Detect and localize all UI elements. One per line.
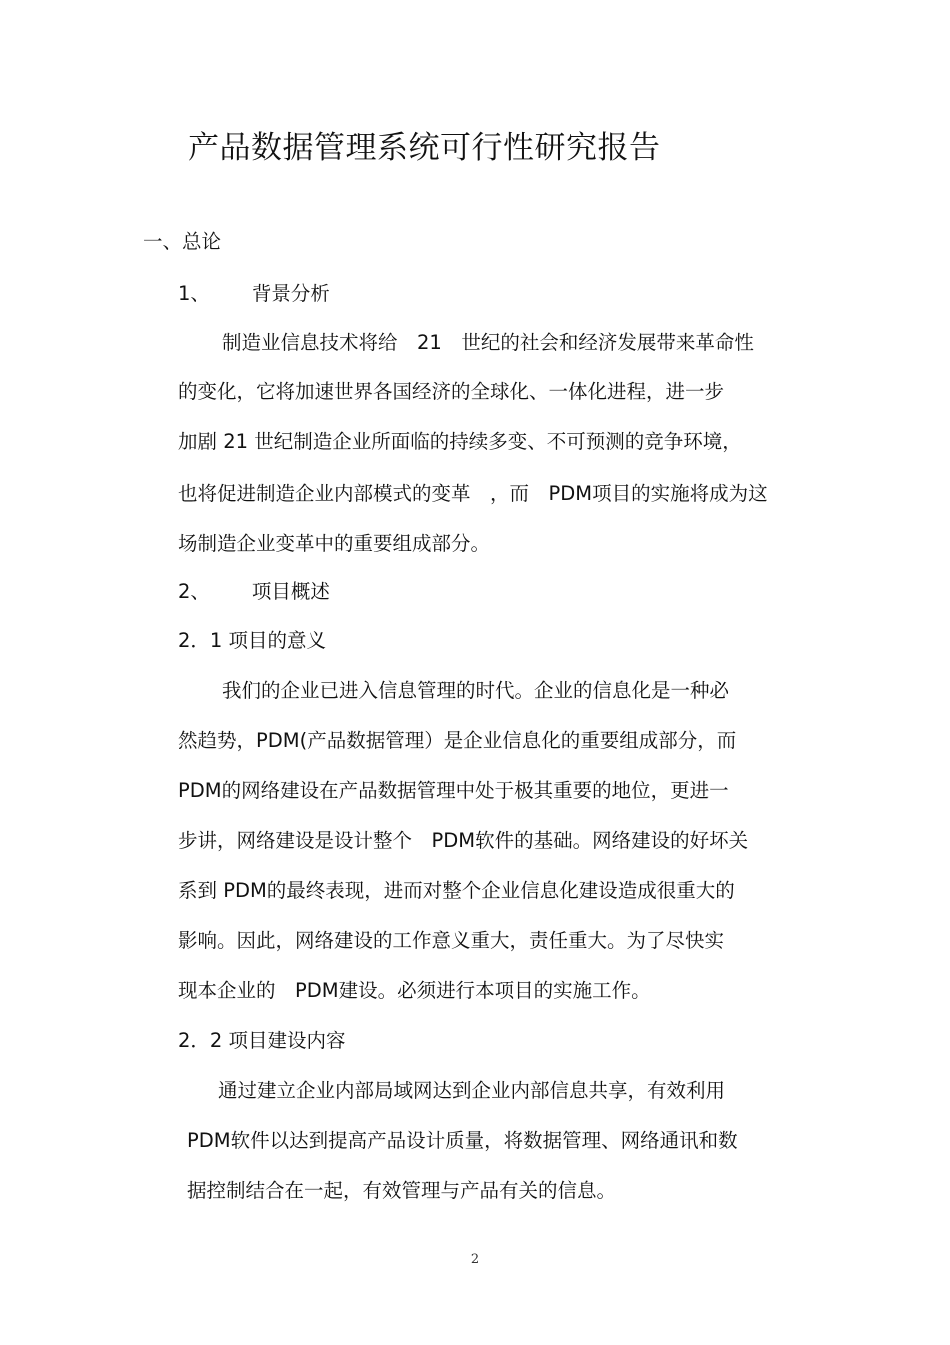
paragraph-line: 现本企业的 PDM建设。必须进行本项目的实施工作。 bbox=[178, 979, 651, 1002]
section-heading-general: 一、总论 bbox=[143, 230, 222, 253]
page-number: 2 bbox=[470, 1252, 480, 1267]
subsection-1-heading bbox=[178, 281, 330, 307]
subsection-2-heading bbox=[178, 579, 330, 605]
paragraph-line: PDM软件以达到提高产品设计质量，将数据管理、网络通讯和数 bbox=[187, 1129, 738, 1152]
subsection-2-number: 2、 bbox=[178, 580, 210, 603]
paragraph-line: 我们的企业已进入信息管理的时代。企业的信息化是一种必 bbox=[222, 679, 730, 702]
subsection-2-label: 项目概述 bbox=[251, 580, 330, 603]
paragraph-line: 步讲，网络建设是设计整个 PDM软件的基础。网络建设的好坏关 bbox=[178, 829, 749, 852]
paragraph-line: 据控制结合在一起，有效管理与产品有关的信息。 bbox=[187, 1179, 617, 1202]
paragraph-line: 通过建立企业内部局域网达到企业内部信息共享，有效利用 bbox=[218, 1079, 726, 1102]
subsection-2-1-heading: 2．1 项目的意义 bbox=[178, 629, 327, 652]
paragraph-line: 制造业信息技术将给 21 世纪的社会和经济发展带来革命性 bbox=[222, 331, 754, 354]
paragraph-line: 加剧 21 世纪制造企业所面临的持续多变、不可预测的竞争环境， bbox=[178, 430, 742, 453]
paragraph-line: 然趋势，PDM(产品数据管理）是企业信息化的重要组成部分，而 bbox=[178, 729, 737, 752]
document-title: 产品数据管理系统可行性研究报告 bbox=[188, 130, 661, 166]
paragraph-line: PDM的网络建设在产品数据管理中处于极其重要的地位，更进一 bbox=[178, 779, 729, 802]
paragraph-line: 影响。因此，网络建设的工作意义重大，责任重大。为了尽快实 bbox=[178, 929, 725, 952]
paragraph-line: 系到 PDM的最终表现，进而对整个企业信息化建设造成很重大的 bbox=[178, 879, 735, 902]
subsection-1-label: 背景分析 bbox=[251, 282, 330, 305]
paragraph-line: 的变化，它将加速世界各国经济的全球化、一体化进程，进一步 bbox=[178, 380, 725, 403]
subsection-2-2-heading: 2．2 项目建设内容 bbox=[178, 1029, 346, 1052]
subsection-1-number: 1、 bbox=[178, 282, 210, 305]
paragraph-line: 场制造企业变革中的重要组成部分。 bbox=[178, 532, 491, 555]
paragraph-line: 也将促进制造企业内部模式的变革 ，而 PDM项目的实施将成为这 bbox=[178, 482, 768, 505]
